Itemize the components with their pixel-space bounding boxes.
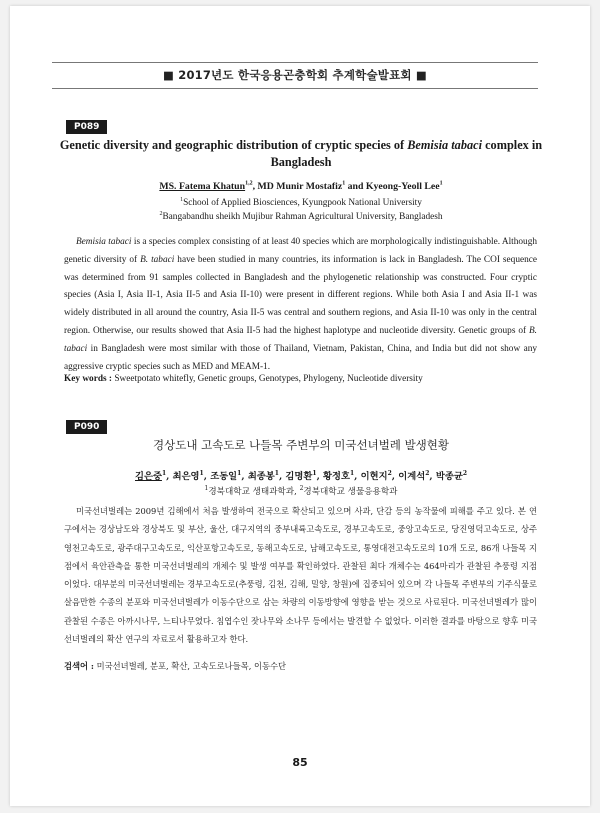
p089-title: Genetic diversity and geographic distribution of cryptic species of Bemisia tabaci complex in Bangladesh <box>59 138 543 169</box>
p089-authors: MS. Fatema Khatun$^{1,2}$, MD Munir Mostafiz$^1$ and Kyeong-Yeoll Lee$^1$ <box>159 180 443 192</box>
p089-affiliation-2: $^2$Bangabandhu sheikh Mujibur Rahman Agricultural University, Bangladesh <box>159 210 443 222</box>
p089-abstract: Bemisia tabaci is a species complex consisting of at least 40 species which are morphologically indistinguishable. Although genetic diversity of B. tabaci have been studied in many countries, its information is lack in Bangladesh. The COI sequence was determined from 91 samples collected in Bangladesh and the phylogenetic relationship was constructed. Four cryptic species (Asia I, Asia II-1, Asia II-5 and Asia II-10) were present in different regions. While both Asia I and Asia II-1 was widely distributed in all around the country, Asia II-5 was central and southern regions, and Asia II-10 was only in the central region. Otherwise, our results showed that Asia II-5 had the highest haplotype and nucleotide diversity. Genetic groups of B. tabaci in Bangladesh were most similar with those of Thailand, Vietnam, Pakistan, China, and India but did not show any aggressive cryptic species such as MED and MEAM-1. <box>64 237 538 372</box>
p089-affiliation-1: $^1$School of Applied Biosciences, Kyungpook National University <box>180 196 422 208</box>
abstract-tag-p089: P089 <box>66 120 107 134</box>
p090-keywords: 검색어 : 미국선녀벌레, 분포, 확산, 고속도로나들목, 이동수단 <box>64 661 287 671</box>
p090-abstract: 미국선녀벌레는 2009년 김해에서 처음 발생하여 전국으로 확산되고 있으며 사과, 단감 등의 농작물에 피해를 주고 있다. 본 연구에서는 경상남도와 경상북도 및 부산, 울산, 대구지역의 중부내륙고속도로, 경부고속도로, 중앙고속도로, 당진영덕고속도로, 상주영천고속도로, 광주대구고속도로, 익산포항고속도로, 동해고속도로, 남해고속도로, 통영대전고속도로의 10개 도로, 86개 나들목 지점에서 육안관측을 통한 미국선녀벌레의 개체수 및 발생 여부를 확인하였다. 관찰된 최다 개체수는 464마리가 관찰된 추풍령 지점이었다. 대부분의 미국선녀벌레는 경부고속도로(추풍령, 김천, 김해, 밀양, 창원)에 집중되어 있으며 각 나들목 주변부의 기주식물로 살음만한 수종의 분포와 미국선녀벌레가 이동수단으로 삼는 차량의 이동방향에 영향을 받는 것으로 사료된다. 미국선녀벌레가 많이 관찰된 수종은 아까시나무, 느티나무였다. 침엽수인 잣나무와 소나무 등에서는 발견할 수 없었다. 이러한 결과를 바탕으로 향후 미국선녀벌레의 확산 연구의 자료로서 활용하고자 한다. <box>64 506 537 645</box>
p090-title: 경상도내 고속도로 나들목 주변부의 미국선녀벌레 발생현황 <box>153 438 449 452</box>
page-number: 85 <box>292 756 308 769</box>
p090-affiliation: $^1$경북대학교 생태과학과, $^2$경북대학교 생물응용학과 <box>204 485 398 497</box>
conference-header: ■ 2017년도 한국응용곤충학회 추계학술발표회 ■ <box>162 68 427 82</box>
p089-keywords: Key words : Sweetpotato whitefly, Genetic groups, Genotypes, Phylogeny, Nucleotide diversity <box>64 374 423 384</box>
p090-authors: 김은중$^1$, 최은영$^1$, 조동일$^1$, 최종봉$^1$, 김명환$^1$, 황정호$^1$, 이현지$^2$, 이계석$^2$, 박종균$^2$ <box>134 469 467 482</box>
header-bottom-rule <box>52 88 538 89</box>
abstract-tag-p090: P090 <box>66 420 107 434</box>
